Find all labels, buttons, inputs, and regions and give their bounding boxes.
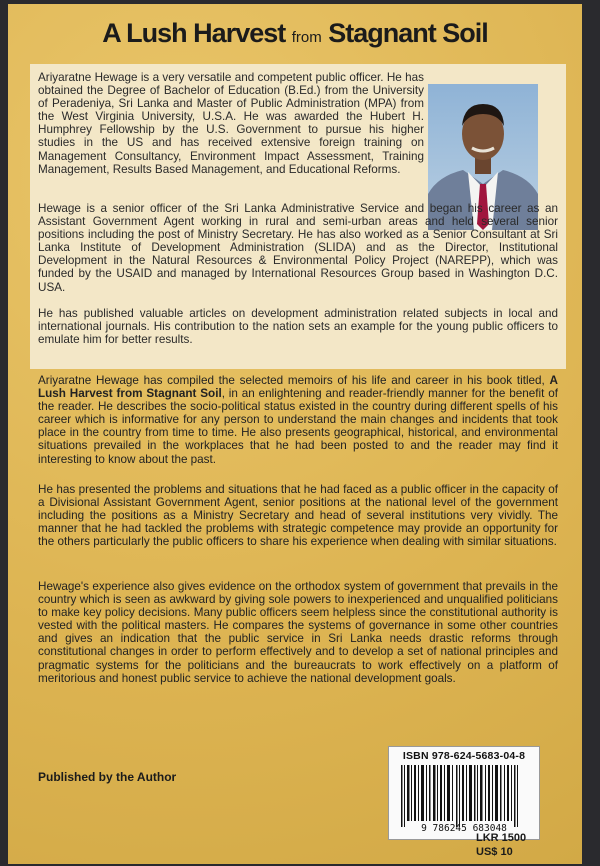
price-lkr: LKR 1500 (476, 832, 527, 844)
bio-paragraph-2: Hewage is a senior officer of the Sri Lanka Administrative Service and began his career as an Assistant Government Agent working in rural and semi-urban areas and held several senior positions including the post of Ministry Secretary. He has also worked as a Senior Consultant at Sri Lanka Institute of Development Administration (SLIDA) and as the Director, Institutional Development in the Natural Resources & Environmental Policy Project (NAREPP), which was funded by the USAID and managed by International Resources Group based in Washington D.C. USA. (38, 202, 558, 294)
bio-paragraph-1: Ariyaratne Hewage is a very versatile and competent public officer. He has obtained the Degree of Bachelor of Education (B.Ed.) from the University of Peradeniya, Sri Lanka and Master of Public Administration (MPA) from the West Virginia University, U.S.A. He was awarded the Hubert H. Humphrey Fellowship by the U.S. Government to pursue his higher studies in the US and has received extensive foreign training on Management Consultancy, Environment Impact Assessment, Training Management, Results Based Management, and Educational Reforms. (38, 71, 424, 176)
book-title-inline: A Lush Harvest from Stagnant Soil (38, 374, 558, 401)
isbn-barcode (388, 746, 540, 840)
summary-paragraph-2: He has presented the problems and situations that he had faced as a public officer in the capacity of a Divisional Assistant Government Agent, senior positions at the national level of the government including the positions as a Ministry Secretary and head of several institutions very vividly. The manner that he had tackled the problems with strategic competence may provide an opportunity for the others particularly the public officers to share his experience when dealing with similar situations. (38, 483, 558, 549)
book-title (8, 18, 582, 49)
bio-paragraph-3: He has published valuable articles on development administration related subjects in local and international journals. His contribution to the nation sets an example for the young public officers to emulate him for better results. (38, 307, 558, 347)
book-back-cover (8, 4, 582, 864)
summary-text-start: Ariyaratne Hewage has compiled the selected memoirs of his life and career in his book titled, (38, 374, 545, 387)
isbn-number: ISBN 978-624-5683-04-8 (402, 750, 526, 762)
barcode-digits: 9 786245 683048 (421, 823, 507, 834)
title-from: from (291, 29, 322, 46)
publisher-line: Published by the Author (38, 770, 177, 784)
title-end: Stagnant Soil (328, 18, 488, 48)
summary-text-rest: , in an enlightening and reader-friendly manner for the benefit of the reader. He describes the socio-political status existed in the country during different spells of his career which is informative for any person to understand the main changes and incidents that took place in the country from time to time. He also presents geographical, historical, and environmental situations prevailed in the workplaces that he had been posted to and the reader may find it interesting to know about the past. (38, 387, 558, 466)
summary-paragraph-1 (38, 374, 558, 466)
title-main: A Lush Harvest (102, 18, 286, 48)
price-usd: US$ 10 (476, 846, 513, 858)
summary-paragraph-3: Hewage's experience also gives evidence on the orthodox system of government that prevails in the country which is seen as awkward by giving sole powers to inexperienced and unqualified politicians to make key policy decisions. Many public officers seem helpless since the constitutional authority is vested with the political masters. He compares the systems of governance in some other countries and gives an indication that the public service in Sri Lanka needs drastic reforms through constitutional changes in order to perform effectively and to develop a set of national principles and pragmatic systems for the politicians and the bureaucrats to work effectively on a platform of meritorious and honest public service to achieve the national development goals. (38, 580, 558, 685)
